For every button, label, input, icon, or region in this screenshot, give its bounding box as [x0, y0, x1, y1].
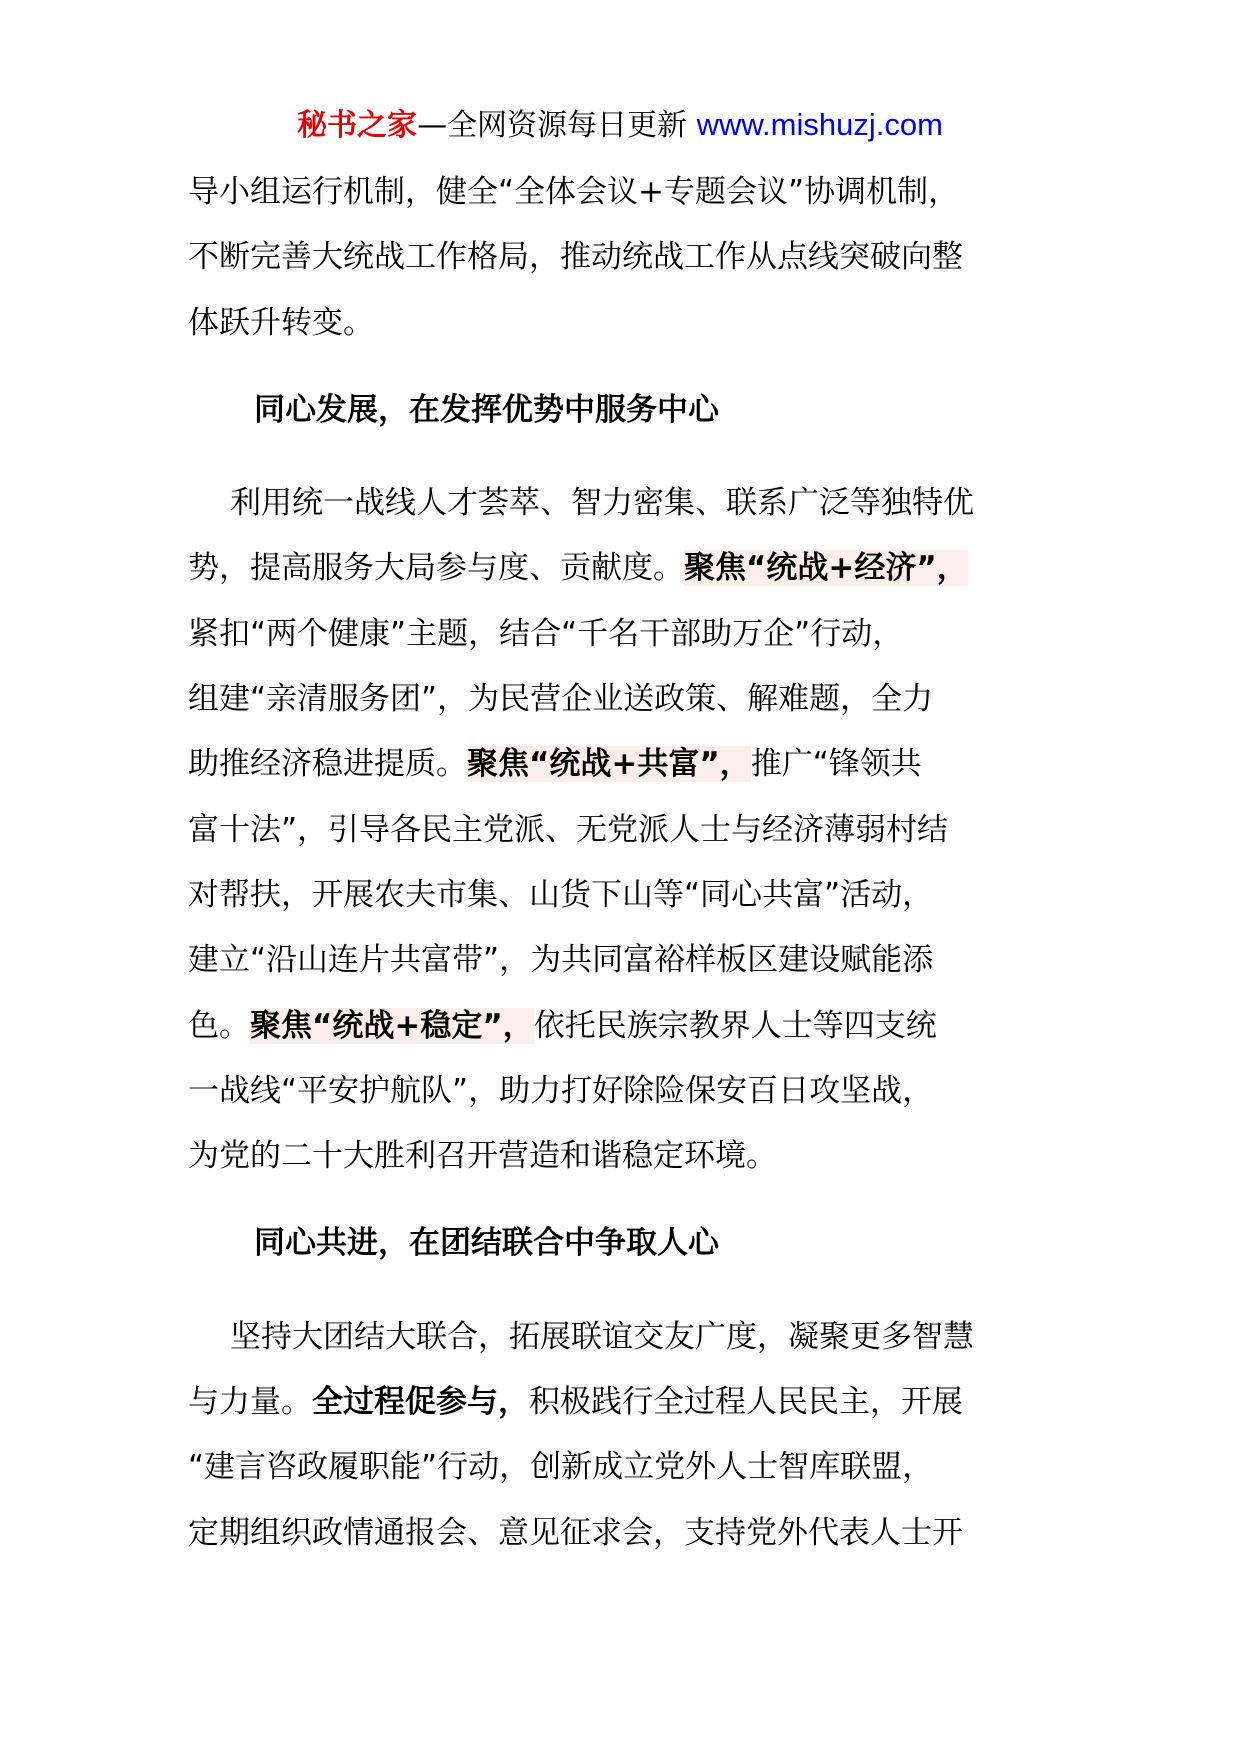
paragraph-line: 利用统一战线人才荟萃、智力密集、联系广泛等独特优: [230, 485, 974, 522]
paragraph-line: 坚持大团结大联合，拓展联谊交友广度，凝聚更多智慧: [230, 1318, 974, 1355]
brand-name: 秘书之家: [297, 108, 418, 143]
paragraph-line: [188, 536, 1068, 601]
text-run: 与力量。: [188, 1384, 312, 1421]
text-run: 势，提高服务大局参与度、贡献度。: [188, 550, 684, 587]
highlighted-phrase: 聚焦“统战+共富”，: [467, 746, 751, 783]
text-run: 依托民族宗教界人士等四支统: [533, 1007, 937, 1044]
text-run: 积极践行全过程人民民主，开展: [529, 1384, 963, 1421]
paragraph-line: 不断完善大统战工作格局，推动统战工作从点线突破向整: [188, 239, 963, 276]
paragraph-line: [188, 994, 1068, 1059]
section-heading: 同心发展，在发挥优势中服务中心: [254, 391, 719, 428]
paragraph-line: 富十法”，引导各民主党派、无党派人士与经济薄弱村结: [188, 811, 949, 848]
text-run: 推广“锋领共: [750, 746, 922, 783]
text-run: 助推经济稳进提质。: [188, 746, 467, 783]
header-tagline: —全网资源每日更新: [417, 108, 697, 143]
document-body: [188, 160, 1068, 1566]
paragraph-line: “建言咨政履职能”行动，创新成立党外人士智库联盟，: [188, 1449, 934, 1486]
bold-phrase: 全过程促参与，: [312, 1384, 529, 1421]
text-run: 色。: [188, 1007, 250, 1044]
paragraph-line: 组建“亲清服务团”，为民营企业送政策、解难题，全力: [188, 681, 934, 718]
highlighted-phrase: 聚焦“统战+经济”，: [684, 550, 968, 587]
paragraph-line: 为党的二十大胜利召开营造和谐稳定环境。: [188, 1138, 777, 1175]
paragraph-line: 导小组运行机制，健全“全体会议+专题会议”协调机制，: [188, 174, 960, 210]
paragraph-line: 紧扣“两个健康”主题，结合“千名干部助万企”行动，: [188, 615, 904, 652]
section-heading: 同心共进，在团结联合中争取人心: [254, 1225, 719, 1262]
paragraph-line: 定期组织政情通报会、意见征求会，支持党外代表人士开: [188, 1514, 963, 1551]
paragraph-line: 一战线“平安护航队”，助力打好除险保安百日攻坚战，: [188, 1072, 934, 1109]
paragraph-line: [188, 1370, 1068, 1435]
paragraph-line: 对帮扶，开展农夫市集、山货下山等“同心共富”活动，: [188, 876, 934, 913]
paragraph-line: 建立“沿山连片共富带”，为共同富裕样板区建设赋能添: [188, 942, 934, 979]
paragraph-line: 体跃升转变。: [188, 304, 374, 341]
highlighted-phrase: 聚焦“统战+稳定”，: [250, 1007, 534, 1044]
site-header: [0, 102, 1240, 149]
site-url-link[interactable]: www.mishuzj.com: [696, 107, 943, 142]
paragraph-line: [188, 732, 1068, 797]
